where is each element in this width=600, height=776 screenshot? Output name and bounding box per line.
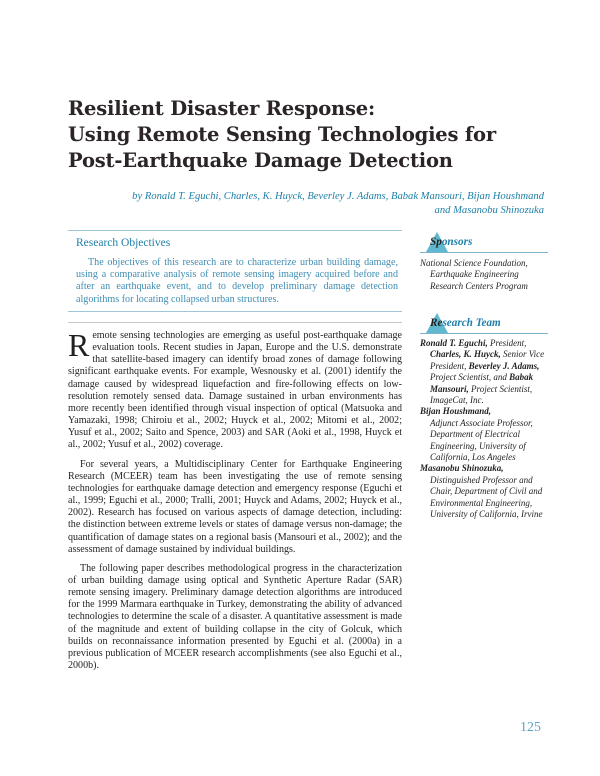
- member-role: Project Scientist, and: [430, 372, 507, 383]
- member-name: Bijan Houshmand,: [420, 406, 492, 417]
- body-text: [68, 327, 402, 679]
- title-line-1: Resilient Disaster Response:: [68, 97, 375, 120]
- body-paragraph-1-text: emote sensing technologies are emerging as useful post-earthquake damage evaluation tools. Recent studies in Japan, Europe and the U.S. demonstrate that satellite-based imagery can identify broad zones of damage following significant earthquake events. For example, Wesnousky et al. (2001) identify the damage caused by widespread liquefaction and fire-following effects on low-resolution remotely sensed data. Damage sustained in urban environments has more recently been identified through visual inspection of optical (Matsuoka and Yamazaki, 1998; Chiroiu et al., 2002; Huyck et al., 2002; Mitomi et al., 2002; Yusuf et al., 2002; Saito and Spence, 2003) and SAR (Aoki et al., 1998, Huyck et al., 2002; Yusuf et al., 2002) coverage.: [68, 330, 402, 451]
- sponsor-line: Research Centers Program: [430, 280, 528, 291]
- section-divider: [68, 322, 402, 323]
- sponsor-line: Earthquake Engineering: [430, 269, 519, 280]
- body-paragraph-3: The following paper describes methodological progress in the characterization of urban building damage using optical and Synthetic Aperture Radar (SAR) remote sensing imagery. Preliminary damage detection algorithms are introduced for the 1999 Marmara earthquake in Turkey, demonstrating the ability of advanced technologies to determine the scale of a disaster. A quantitative assessment is made of the magnitude and extent of building collapse in the city of Golcuk, which builds on reconnaissance information presented by Eguchi et al. (2000a) in a previous publication of MCEER research accomplishments (see also Eguchi et al., 2000b).: [68, 562, 402, 672]
- title-line-2: Using Remote Sensing Technologies for: [68, 123, 496, 146]
- sponsors-list: [420, 258, 548, 292]
- team-heading-bar: [420, 313, 548, 334]
- member-name: Ronald T. Eguchi,: [420, 338, 488, 348]
- byline-line-1: by Ronald T. Eguchi, Charles, K. Huyck, Beverley J. Adams, Babak Mansouri, Bijan Houshmand: [132, 191, 544, 202]
- member-role: Adjunct Associate Professor, Department of Electrical Engineering, University of California, Los Angeles: [430, 417, 533, 463]
- team-member: [420, 349, 548, 406]
- body-paragraph-2: For several years, a Multidisciplinary Center for Earthquake Engineering Research (MCEER) team has been investigating the use of remote sensing technologies for earthquake damage detection and emergency response (Eguchi et al., 1999; Eguchi et al., 2000; Tralli, 2001; Huyck and Adams, 2002; Huyck et al., 2002). Research has focused on various aspects of damage detection, including: the distinction between extreme levels or states of damage versus non-damage; the quantification of damage states on a regional basis (Mansouri et al., 2002); and the assessment of damage sustained by individual buildings.: [68, 458, 402, 555]
- title-line-3: Post-Earthquake Damage Detection: [68, 149, 453, 172]
- sponsors-heading-cap: Sp: [430, 236, 442, 248]
- team-member: [420, 463, 548, 520]
- member-name: Babak Mansouri,: [430, 372, 534, 394]
- byline-line-2: and Masanobu Shinozuka: [434, 205, 544, 216]
- team-heading: [430, 317, 501, 329]
- body-paragraph-1: [68, 327, 402, 452]
- page-number: 125: [520, 720, 541, 735]
- paper-title: [68, 96, 538, 174]
- research-objectives-box: [68, 230, 402, 312]
- team-heading-rest: search Team: [442, 317, 501, 329]
- sponsor-line: National Science Foundation,: [420, 258, 528, 268]
- member-name: Charles, K. Huyck,: [430, 349, 501, 360]
- member-role: Distinguished Professor and Chair, Department of Civil and Environmental Engineering, University of California, Irvine: [430, 474, 543, 520]
- objectives-heading: Research Objectives: [76, 237, 171, 249]
- member-name: Masanobu Shinozuka,: [420, 463, 504, 474]
- team-list: [420, 338, 548, 521]
- team-heading-cap: Re: [430, 317, 443, 329]
- sponsors-heading-bar: [420, 232, 548, 253]
- member-role: Senior Vice President,: [430, 349, 545, 371]
- sponsors-heading-rest: onsors: [441, 236, 473, 248]
- member-name: Beverley J. Adams,: [468, 360, 540, 371]
- team-member: [420, 406, 548, 463]
- member-role: Project Scientist, ImageCat, Inc.: [430, 383, 533, 406]
- author-byline: [100, 190, 544, 218]
- sponsors-heading: [430, 236, 472, 248]
- member-role: President,: [489, 338, 527, 348]
- drop-cap: R: [68, 327, 90, 363]
- objectives-text: The objectives of this research are to characterize urban building damage, using a comparative analysis of remote sensing imagery acquired before and after an earthquake event, and to develop preliminary damage detection algorithms for locating collapsed urban structures.: [76, 257, 398, 305]
- team-member: [420, 338, 548, 349]
